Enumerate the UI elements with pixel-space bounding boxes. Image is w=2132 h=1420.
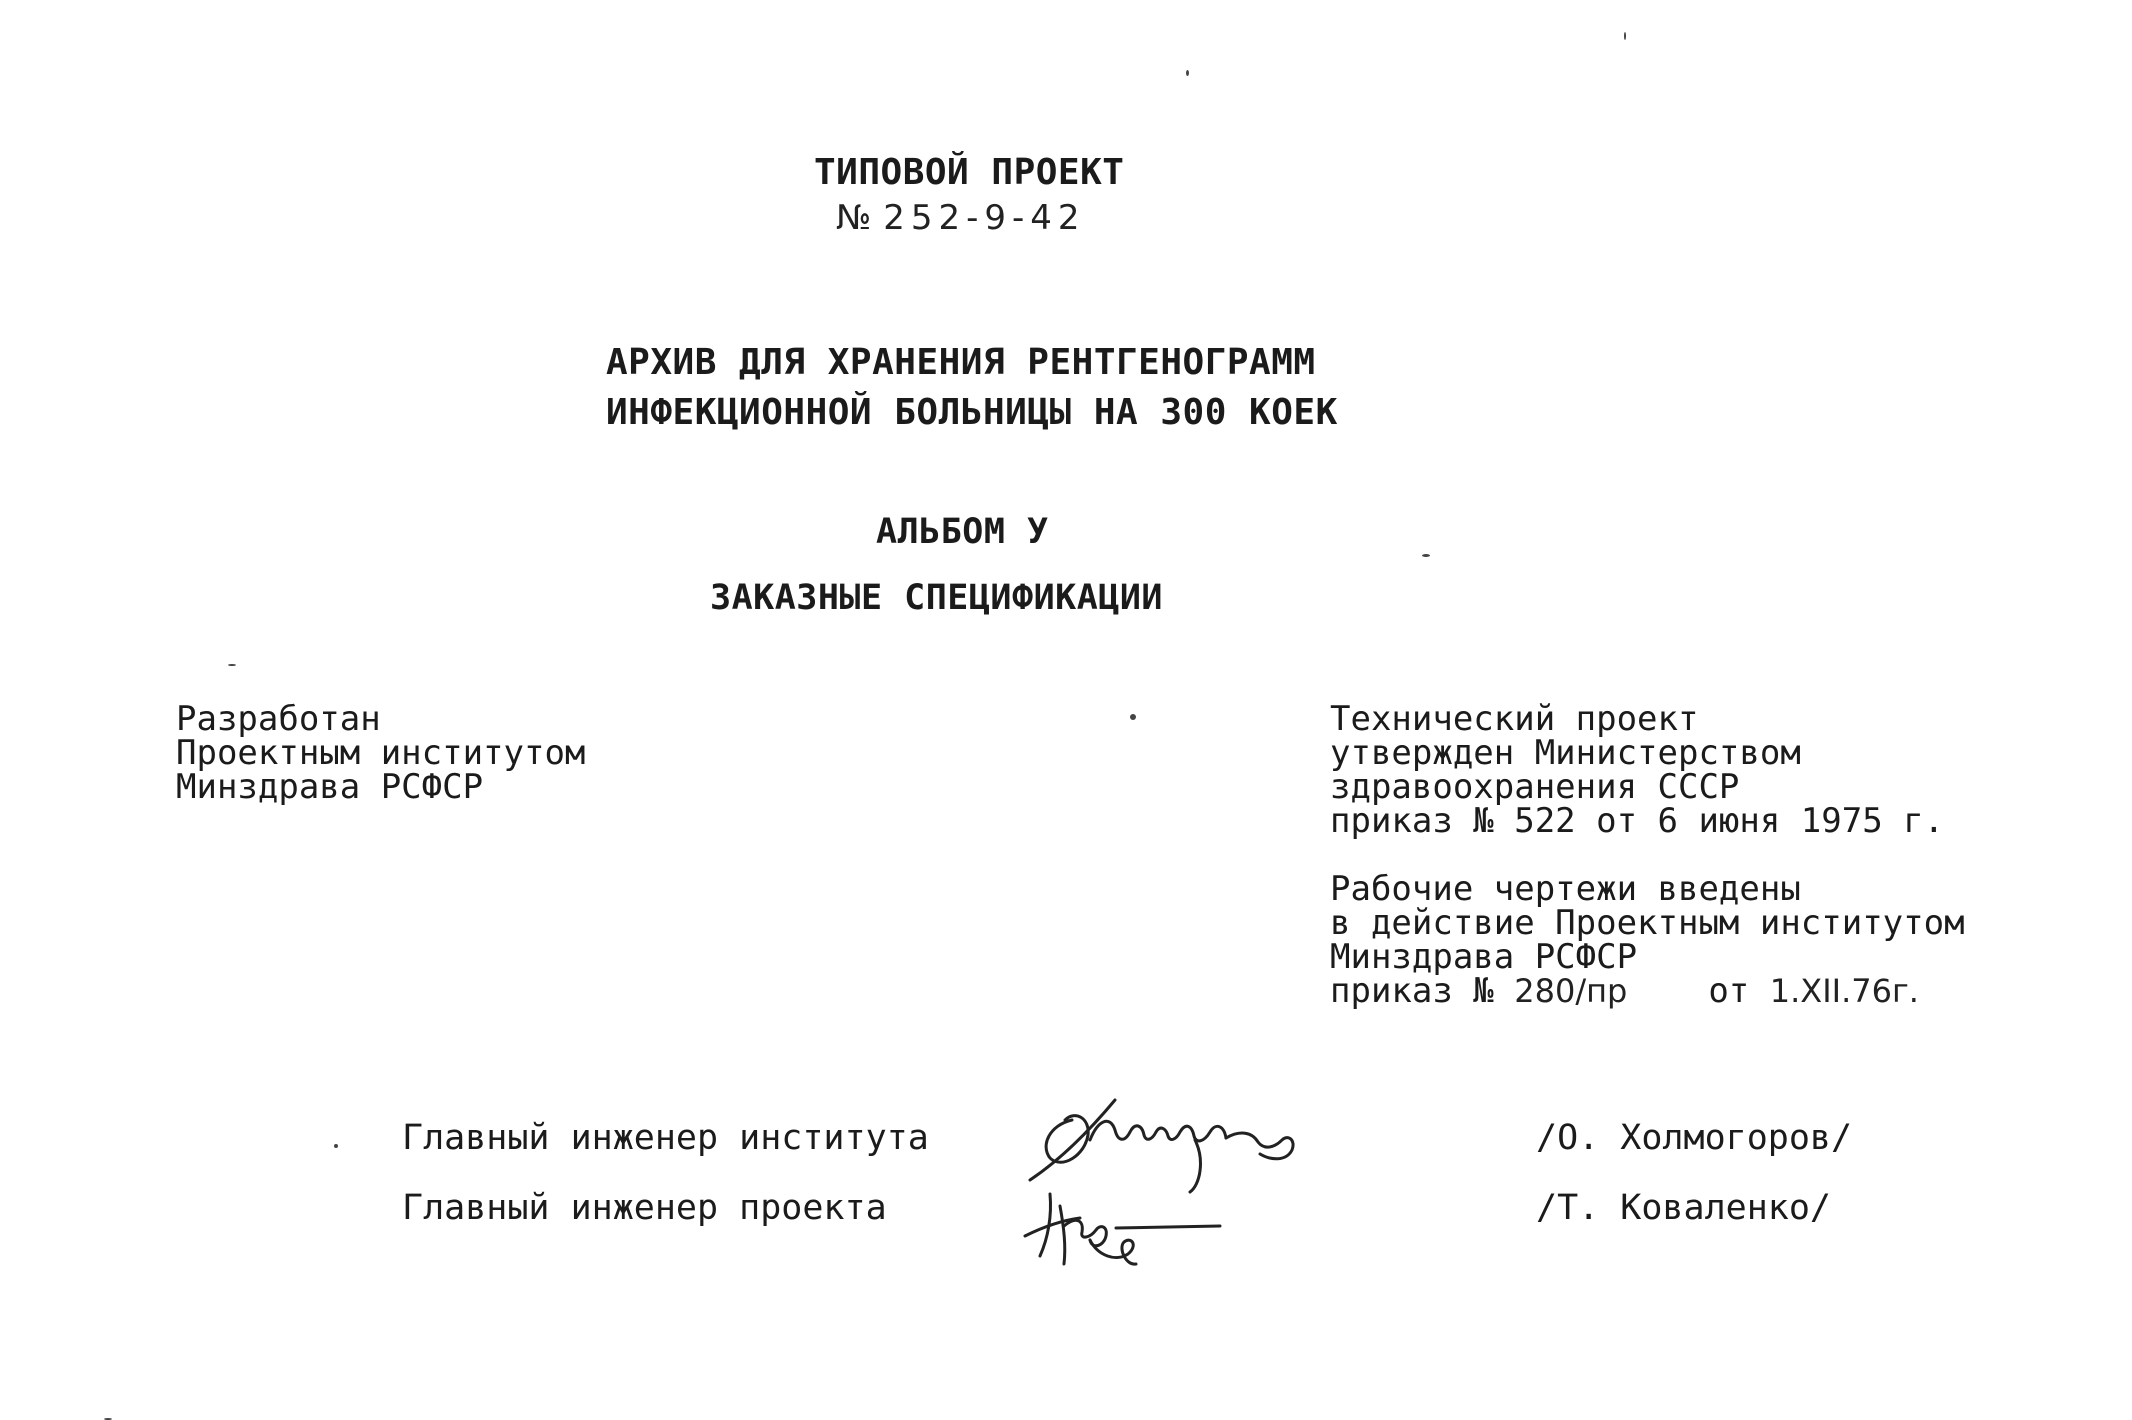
developed-by-block (176, 699, 586, 807)
document-title-line-1: АРХИВ ДЛЯ ХРАНЕНИЯ РЕНТГЕНОГРАММ (606, 342, 1316, 383)
approval-line-2: утвержден Министерством (1330, 733, 1801, 773)
signature-name-2: /Т. Коваленко/ (1536, 1188, 1832, 1228)
album-label: АЛЬБОМ У (876, 512, 1049, 552)
scan-speck (1624, 32, 1626, 40)
project-number (836, 198, 1086, 238)
signature-name-1: /О. Холмогоров/ (1536, 1118, 1853, 1158)
developed-by-line-1: Разработан (176, 699, 381, 739)
signature-role-1: Главный инженер института (402, 1118, 929, 1158)
handwritten-signature-2 (1020, 1176, 1240, 1286)
working-drawings-line-3: Минздрава РСФСР (1330, 937, 1638, 977)
approval-line-1: Технический проект (1330, 699, 1699, 739)
approval-line-4: приказ № 522 от 6 июня 1975 г. (1330, 801, 1945, 841)
working-drawings-line-4 (1330, 971, 1965, 1011)
order-number: 280/пр (1514, 972, 1628, 1010)
scan-speck (334, 1144, 338, 1148)
project-number-prefix: № (836, 198, 872, 238)
approval-line-3: здравоохранения СССР (1330, 767, 1740, 807)
signature-role-2: Главный инженер проекта (402, 1188, 887, 1228)
order-date-prefix: от (1708, 971, 1750, 1011)
working-drawings-line-1: Рабочие чертежи введены (1330, 869, 1801, 909)
developed-by-line-3: Минздрава РСФСР (176, 767, 484, 807)
project-type-heading: ТИПОВОЙ ПРОЕКТ (814, 152, 1125, 193)
approval-block (1330, 699, 1945, 841)
scan-speck (1130, 714, 1136, 720)
album-subtitle: ЗАКАЗНЫЕ СПЕЦИФИКАЦИИ (710, 578, 1164, 618)
scan-speck (228, 664, 236, 666)
project-number-value: 252-9-42 (883, 198, 1086, 238)
working-drawings-line-2: в действие Проектным институтом (1330, 903, 1965, 943)
order-date: 1.XII.76г. (1769, 972, 1919, 1010)
working-drawings-block (1330, 869, 1965, 1011)
developed-by-line-2: Проектным институтом (176, 733, 586, 773)
order-prefix: приказ № (1330, 971, 1494, 1011)
document-title-line-2: ИНФЕКЦИОННОЙ БОЛЬНИЦЫ НА 300 КОЕК (606, 392, 1338, 433)
scan-speck (1186, 70, 1189, 76)
scan-speck (1422, 554, 1430, 557)
